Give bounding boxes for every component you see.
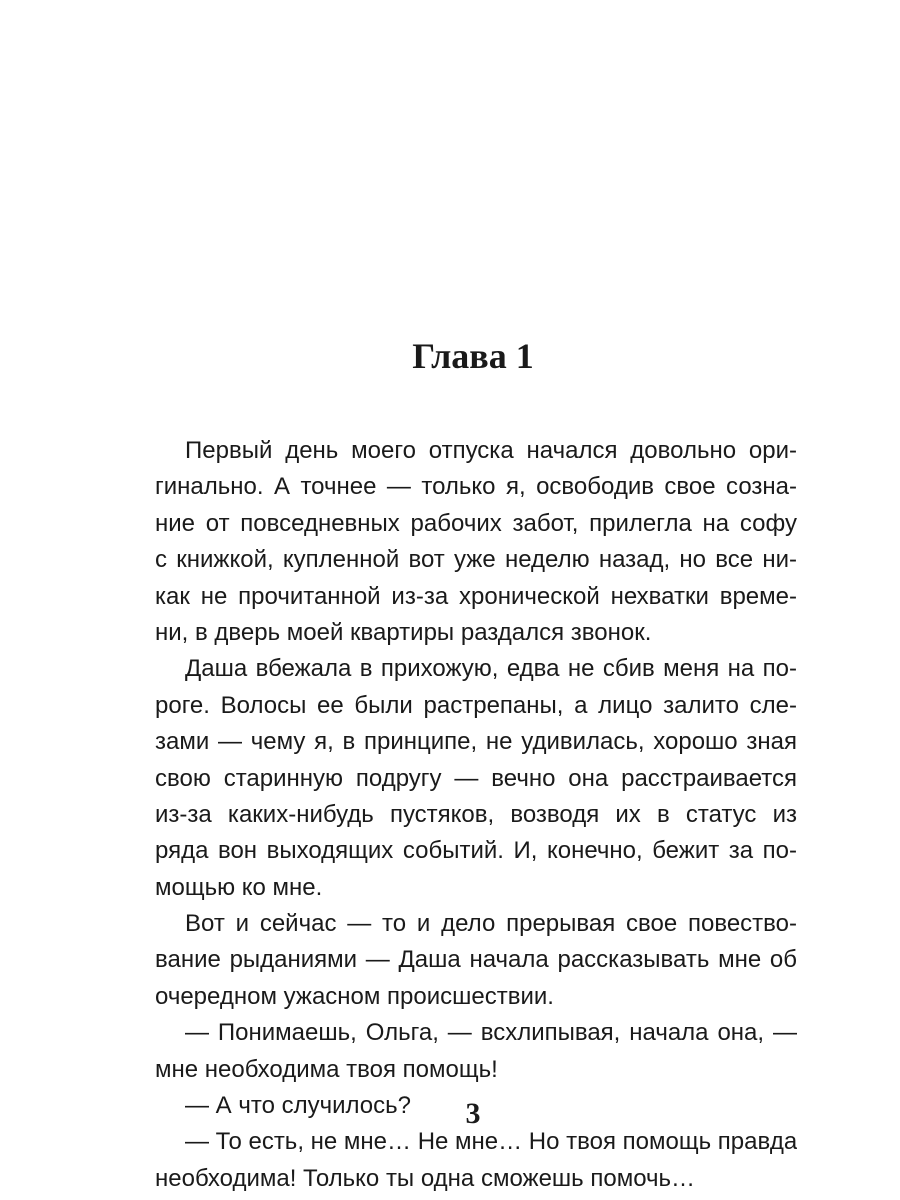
text-line: мне необходима твоя помощь! bbox=[155, 1055, 498, 1083]
text-line: — То есть, не мне… Не мне… Но твоя помощь правда bbox=[185, 1128, 797, 1156]
text-line: — Понимаешь, Ольга, — всхлипывая, начала она, — bbox=[185, 1019, 797, 1047]
text-line: свою старинную подругу — вечно она расстраивается bbox=[155, 764, 797, 792]
text-line: Первый день моего отпуска начался довольно ори- bbox=[185, 437, 797, 464]
text-line: Даша вбежала в прихожую, едва не сбив меня на по- bbox=[185, 655, 797, 683]
chapter-body-text bbox=[155, 433, 797, 1197]
text-line: мощью ко мне. bbox=[155, 873, 323, 901]
page-number: 3 bbox=[465, 1097, 481, 1130]
text-line: ние от повседневных рабочих забот, прилегла на софу bbox=[155, 509, 797, 537]
text-line: необходима! Только ты одна сможешь помочь… bbox=[155, 1164, 696, 1192]
text-line: ни, в дверь моей квартиры раздался звонок. bbox=[155, 618, 652, 646]
text-line: ряда вон выходящих событий. И, конечно, бежит за по- bbox=[155, 837, 797, 865]
text-line: с книжкой, купленной вот уже неделю назад, но все ни- bbox=[155, 546, 797, 574]
text-line: гинально. А точнее — только я, освободив свое созна- bbox=[155, 473, 797, 501]
text-line: очередном ужасном происшествии. bbox=[155, 982, 554, 1010]
text-line: из-за каких-нибудь пустяков, возводя их в статус из bbox=[155, 800, 797, 828]
text-line: зами — чему я, в принципе, не удивилась, хорошо зная bbox=[155, 728, 797, 756]
text-line: роге. Волосы ее были растрепаны, а лицо залито сле- bbox=[155, 691, 797, 719]
text-line: — А что случилось? bbox=[185, 1092, 411, 1120]
text-line: Вот и сейчас — то и дело прерывая свое повество- bbox=[185, 910, 797, 938]
chapter-title: Глава 1 bbox=[412, 336, 534, 376]
text-line: вание рыданиями — Даша начала рассказывать мне об bbox=[155, 946, 797, 974]
text-line: как не прочитанной из-за хронической нехватки време- bbox=[155, 582, 797, 610]
